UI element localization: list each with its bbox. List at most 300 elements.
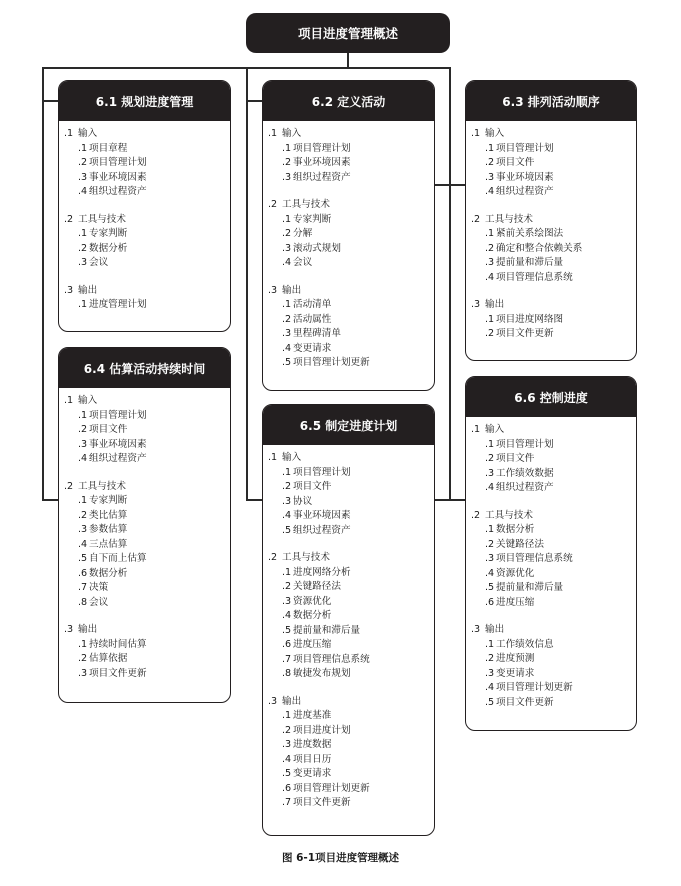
section-header [64,127,230,142]
section-header [64,213,230,228]
item-number: .2 [485,653,495,664]
item-text: 项目管理信息系统 [496,271,573,283]
process-section [64,623,230,681]
list-item [471,638,636,653]
item-text: 事业环境因素 [496,171,554,183]
section-label: 输出 [78,624,98,635]
item-number: .2 [282,228,292,239]
item-text: 类比估算 [89,509,128,521]
section-number: .3 [268,284,278,296]
item-text: 项目文件 [496,157,535,168]
section-number: .3 [471,624,481,635]
process-section [471,423,636,496]
item-text: 资源优化 [496,567,535,579]
item-text: 数据分析 [293,610,332,621]
list-item [64,596,230,611]
list-item [268,466,434,481]
section-header [64,284,230,299]
item-text: 项目管理计划更新 [293,357,370,368]
item-text: 确定和整合依赖关系 [496,242,583,254]
item-number: .1 [282,466,292,478]
process-section [268,284,434,371]
item-number: .2 [485,328,495,339]
list-item [64,567,230,582]
item-number: .2 [282,581,292,592]
item-text: 三点估算 [89,538,128,550]
process-title: 6.5 制定进度计划 [263,405,434,445]
list-item [471,523,636,538]
item-number: .1 [282,566,292,578]
list-item [64,652,230,667]
item-text: 变更请求 [293,768,332,779]
item-number: .1 [78,495,88,506]
list-item [268,580,434,595]
list-item [471,681,636,696]
list-item [64,256,230,271]
list-item [268,313,434,328]
process-title: 6.6 控制进度 [466,377,636,417]
item-text: 提前量和滞后量 [496,582,564,593]
section-header [471,509,636,524]
item-text: 持续时间估算 [89,638,147,650]
item-number: .3 [282,739,292,750]
item-number: .3 [282,495,292,507]
process-section [471,213,636,286]
item-number: .1 [78,638,88,650]
item-number: .5 [282,624,292,636]
section-header [268,551,434,566]
item-text: 事业环境因素 [89,438,147,450]
item-text: 滚动式规划 [293,242,341,254]
section-header [64,623,230,638]
process-title: 6.1 规划进度管理 [59,81,230,121]
list-item [64,509,230,524]
item-text: 项目日历 [293,753,332,765]
section-number: .2 [471,509,481,521]
list-item [64,156,230,171]
item-text: 活动清单 [293,299,332,310]
process-box-6-4 [58,347,231,703]
list-item [268,342,434,357]
item-text: 项目文件更新 [293,797,351,808]
right-spine [449,67,451,500]
item-number: .3 [485,467,495,479]
section-header [471,623,636,638]
list-item [471,227,636,242]
item-number: .3 [282,328,292,339]
list-item [268,327,434,342]
item-number: .3 [78,171,88,183]
left-tick-61 [42,100,58,102]
process-section [268,198,434,271]
section-number: .3 [268,695,278,707]
section-label: 输入 [282,128,302,139]
item-text: 组织过程资产 [89,186,147,197]
list-item [268,667,434,682]
list-item [268,156,434,171]
item-text: 会议 [89,257,109,268]
item-text: 专家判断 [293,213,332,225]
right-tick-66 [434,499,465,501]
section-label: 输出 [282,284,302,296]
list-item [471,467,636,482]
item-number: .8 [282,668,292,679]
list-item [268,480,434,495]
item-number: .2 [485,242,495,254]
item-number: .4 [78,538,88,550]
process-body [263,121,434,371]
list-item [268,495,434,510]
section-header [471,423,636,438]
item-text: 项目进度网络图 [496,313,564,325]
item-number: .7 [78,582,88,593]
item-number: .3 [485,257,495,268]
list-item [268,227,434,242]
item-number: .4 [282,510,292,521]
list-item [471,242,636,257]
list-item [268,298,434,313]
list-item [268,595,434,610]
figure-caption: 图 6-1项目进度管理概述 [281,852,400,864]
item-number: .5 [282,768,292,779]
item-number: .4 [485,271,495,283]
item-text: 进度压缩 [293,639,332,650]
item-number: .3 [78,524,88,535]
list-item [471,652,636,667]
item-text: 工作绩效数据 [496,467,554,479]
list-item [64,538,230,553]
process-box-6-2 [262,80,435,391]
list-item [268,653,434,668]
item-number: .1 [485,524,495,535]
item-number: .3 [485,171,495,183]
item-number: .8 [78,596,88,608]
item-number: .3 [282,242,292,254]
list-item [471,256,636,271]
item-number: .3 [78,667,88,679]
item-number: .1 [78,299,88,310]
list-item [64,523,230,538]
list-item [64,667,230,682]
item-text: 关键路径法 [496,538,544,550]
list-item [471,438,636,453]
item-text: 项目管理计划 [293,142,351,154]
list-item [471,142,636,157]
item-number: .1 [485,638,495,650]
list-item [268,356,434,371]
item-number: .1 [282,710,292,721]
item-text: 组织过程资产 [89,453,147,464]
list-item [471,581,636,596]
item-text: 项目管理计划更新 [293,782,370,794]
section-number: .1 [471,128,481,139]
item-number: .5 [78,553,88,564]
item-number: .2 [282,481,292,492]
item-text: 提前量和滞后量 [496,257,564,268]
item-text: 组织过程资产 [293,171,351,183]
item-number: .3 [282,595,292,607]
item-text: 项目文件更新 [89,667,147,679]
process-title: 6.3 排列活动顺序 [466,81,636,121]
section-header [64,480,230,495]
left-tick-64 [42,499,58,501]
section-number: .1 [64,128,74,139]
section-label: 输出 [485,624,505,635]
item-number: .1 [485,438,495,450]
item-number: .1 [485,313,495,325]
left-spine [42,67,44,500]
item-text: 进度压缩 [496,596,535,608]
item-text: 项目文件 [496,453,535,464]
item-text: 项目管理计划 [89,409,147,421]
process-body [59,388,230,681]
list-item [471,271,636,286]
item-number: .1 [485,228,495,239]
process-body [466,121,636,342]
list-item [268,738,434,753]
list-item [268,242,434,257]
item-number: .2 [485,538,495,550]
item-text: 专家判断 [89,495,128,506]
section-number: .3 [64,284,74,296]
section-label: 工具与技术 [485,509,533,521]
process-section [471,127,636,200]
item-number: .2 [78,653,88,664]
list-item [471,596,636,611]
section-header [268,127,434,142]
process-body [466,417,636,710]
section-header [471,127,636,142]
item-text: 项目管理计划 [89,157,147,168]
item-number: .1 [78,142,88,154]
item-text: 资源优化 [293,595,332,607]
item-number: .2 [78,509,88,521]
list-item [64,438,230,453]
list-item [268,724,434,739]
item-number: .2 [282,157,292,168]
item-text: 关键路径法 [293,581,341,592]
section-number: .1 [471,424,481,435]
item-number: .3 [485,553,495,564]
list-item [471,313,636,328]
list-item [64,638,230,653]
item-number: .2 [485,157,495,168]
section-number: .2 [471,213,481,225]
process-section [64,213,230,271]
list-item [268,753,434,768]
section-label: 输入 [485,128,505,139]
list-item [64,242,230,257]
list-item [268,767,434,782]
process-section [268,127,434,185]
section-header [64,394,230,409]
mid-tick-62 [246,100,262,102]
item-number: .7 [282,797,292,808]
item-number: .6 [485,596,495,608]
item-number: .5 [282,524,292,536]
item-text: 项目管理计划更新 [496,682,573,693]
root-stem [347,52,349,68]
item-number: .5 [485,696,495,708]
item-text: 事业环境因素 [293,157,351,168]
item-number: .5 [282,357,292,368]
mid-tick-65 [246,499,262,501]
item-text: 协议 [293,495,313,507]
process-section [64,394,230,467]
section-number: .3 [471,299,481,310]
item-number: .1 [78,228,88,239]
process-section [64,284,230,313]
list-item [268,509,434,524]
item-text: 专家判断 [89,228,128,239]
section-header [471,298,636,313]
list-item [64,494,230,509]
section-label: 工具与技术 [485,213,533,225]
item-text: 项目章程 [89,142,128,154]
item-text: 提前量和滞后量 [293,624,361,636]
item-number: .2 [485,453,495,464]
list-item [268,256,434,271]
list-item [268,566,434,581]
item-number: .2 [78,242,88,254]
list-item [64,142,230,157]
section-header [268,695,434,710]
section-label: 输出 [78,284,98,296]
item-number: .4 [78,186,88,197]
list-item [471,538,636,553]
list-item [471,156,636,171]
list-item [64,171,230,186]
item-text: 紧前关系绘图法 [496,228,564,239]
item-number: .4 [485,482,495,493]
section-label: 工具与技术 [282,199,330,210]
list-item [64,552,230,567]
list-item [268,609,434,624]
process-body [263,445,434,811]
item-text: 会议 [293,257,313,268]
process-section [471,623,636,710]
item-text: 项目管理计划 [496,438,554,450]
item-text: 项目进度计划 [293,724,351,736]
item-text: 分解 [293,228,313,239]
item-number: .7 [282,653,292,665]
section-label: 输出 [485,299,505,310]
list-item [64,298,230,313]
process-section [268,451,434,538]
item-number: .3 [485,667,495,679]
item-number: .5 [485,582,495,593]
item-text: 项目文件 [293,481,332,492]
item-number: .2 [78,424,88,435]
item-number: .4 [485,186,495,197]
section-number: .2 [64,213,74,225]
list-item [64,185,230,200]
section-number: .1 [268,452,278,463]
item-number: .4 [282,610,292,621]
list-item [471,567,636,582]
item-number: .1 [485,142,495,154]
list-item [268,782,434,797]
item-text: 进度数据 [293,739,332,750]
item-text: 组织过程资产 [293,524,351,536]
item-text: 项目文件更新 [496,696,554,708]
item-number: .6 [282,782,292,794]
item-text: 项目管理计划 [496,142,554,154]
item-number: .1 [282,299,292,310]
list-item [64,227,230,242]
item-number: .4 [282,342,292,354]
item-text: 决策 [89,582,109,593]
item-number: .6 [78,567,88,579]
list-item [64,423,230,438]
item-text: 会议 [89,596,109,608]
item-text: 变更请求 [293,342,332,354]
section-number: .2 [268,199,278,210]
item-number: .6 [282,639,292,650]
item-text: 项目管理计划 [293,466,351,478]
process-box-6-5 [262,404,435,836]
section-header [268,198,434,213]
item-text: 敏捷发布规划 [293,668,351,679]
item-number: .2 [282,313,292,325]
list-item [471,696,636,711]
item-text: 项目管理信息系统 [496,553,573,564]
item-text: 参数估算 [89,524,128,535]
list-item [471,552,636,567]
item-text: 里程碑清单 [293,328,341,339]
list-item [64,452,230,467]
item-text: 项目管理信息系统 [293,653,370,665]
item-number: .1 [282,213,292,225]
item-text: 进度预测 [496,653,535,664]
process-section [64,127,230,200]
section-number: .1 [64,395,74,406]
root-title: 项目进度管理概述 [297,26,398,41]
section-label: 工具与技术 [78,480,126,492]
list-item [64,409,230,424]
item-text: 事业环境因素 [89,171,147,183]
item-number: .2 [282,724,292,736]
process-title: 6.2 定义活动 [263,81,434,121]
item-number: .3 [78,438,88,450]
section-label: 工具与技术 [282,552,330,563]
list-item [64,581,230,596]
item-text: 进度管理计划 [89,299,147,310]
process-section [268,551,434,682]
section-label: 输入 [282,452,302,463]
process-section [268,695,434,811]
list-item [268,524,434,539]
item-number: .1 [78,409,88,421]
list-item [268,213,434,228]
section-label: 输入 [78,395,98,406]
process-title: 6.4 估算活动持续时间 [59,348,230,388]
item-number: .4 [485,567,495,579]
item-text: 项目文件更新 [496,328,554,339]
item-number: .1 [282,142,292,154]
item-number: .4 [78,453,88,464]
root-node [246,13,450,53]
item-text: 组织过程资产 [496,186,554,197]
process-section [471,509,636,611]
section-header [268,284,434,299]
process-box-6-3 [465,80,637,361]
list-item [268,142,434,157]
item-number: .2 [78,157,88,168]
item-text: 数据分析 [496,524,535,535]
item-text: 估算依据 [89,653,128,664]
process-body [59,121,230,313]
